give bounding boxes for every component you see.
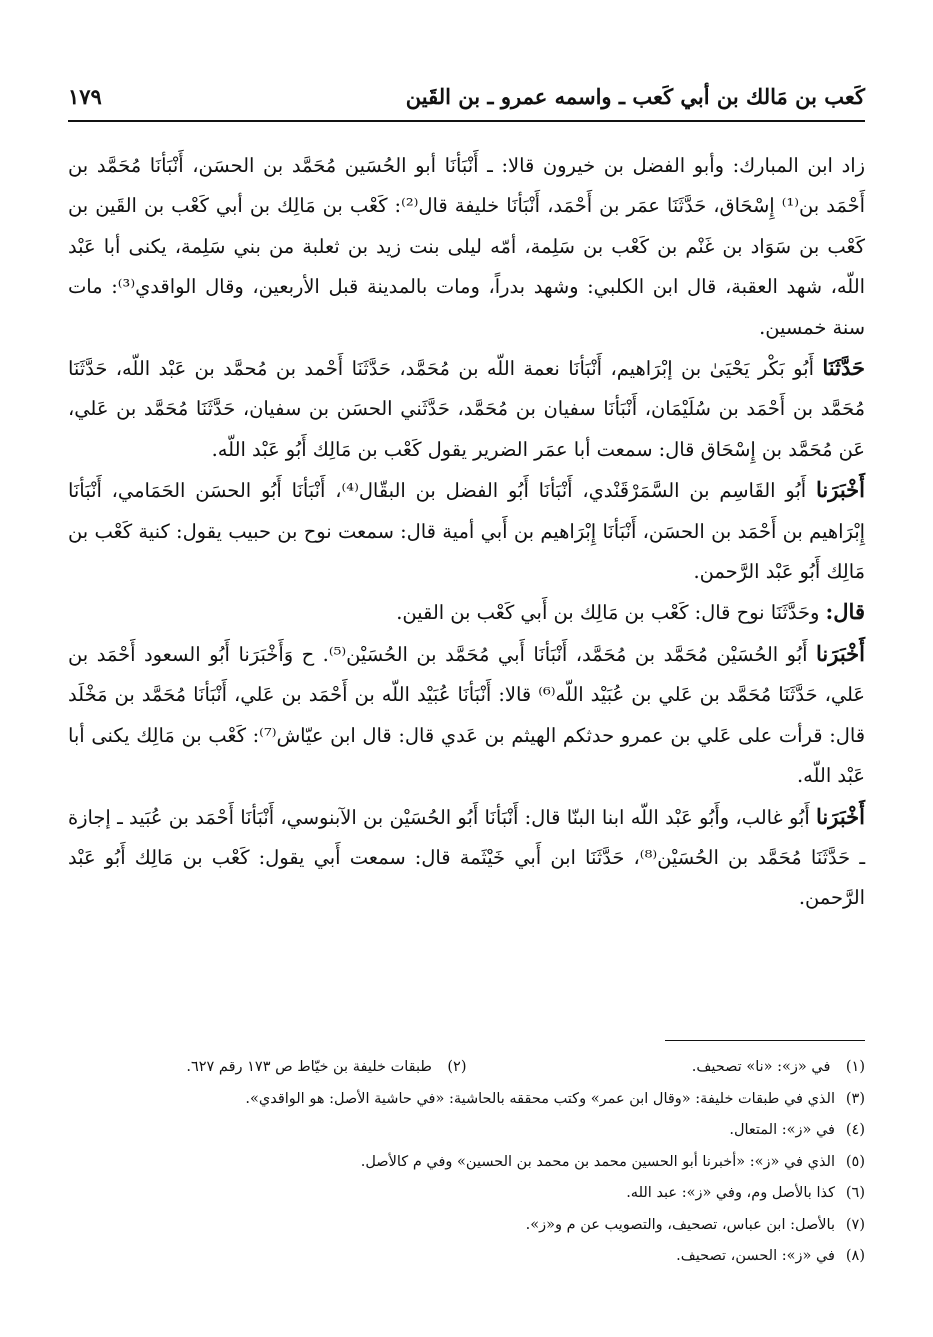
paragraph-keyword: حَدَّثَنَا xyxy=(822,355,865,381)
footnote-text: كذا بالأصل وم، وفي «ز»: عبد الله. xyxy=(626,1185,835,1201)
paragraph-keyword: قال: xyxy=(825,599,865,625)
footnote-row xyxy=(68,1052,865,1084)
paragraph-text: أَبُو القَاسِم بن السَّمَرْقَنْدي، أَنْبَأنَا أَبُو الفضل بن البقّال⁽⁴⁾، أَنْبَأنَا أَبُو الحسَن الحَمَامي، أَنْبَأنَا إِبْرَاهيم بن أَحْمَد بن الحسَن، أَنْبَأنَا إِبْرَاهيم بن أَبي أمية قال: سمعت نوح بن حبيب يقول: كنية كَعْب بن مَالِك أَبُو عَبْد الرَّحمن. xyxy=(68,479,865,584)
paragraph-2 xyxy=(68,348,865,470)
paragraph-text: زاد ابن المبارك: وأبو الفضل بن خيرون قالا: ـ أَنْبَأنَا أبو الحُسَين مُحَمَّد بن الحسَن، أَنْبَأنَا مُحَمَّد بن أَحْمَد بن⁽¹⁾ إِسْحَاق، حَدَّثَنَا عمَر بن أَحْمَد، أَنْبَأنَا خليفة قال⁽²⁾: كَعْب بن مَالِك بن أبي كَعْب بن القَين بن كَعْب بن سَوَاد بن غَنْم بن كَعْب بن سَلِمة، أمّه ليلى بنت زيد بن ثعلبة من بني سَلِمة، يكنى أبا عَبْد اللّه، شهد العقبة، قال ابن الكلبي: وشهد بدراً، ومات بالمدينة قبل الأربعين، وقال الواقدي⁽³⁾: مات سنة خمسين. xyxy=(68,154,866,339)
footnote-4 xyxy=(68,1115,865,1147)
footnote-text: في «ز»: المتعال. xyxy=(729,1122,835,1138)
paragraph-text: أَبُو بَكْر يَحْيَىٰ بن إبْرَاهيم، أَنْبَأنَا نعمة اللّه بن مُحَمَّد، حَدَّثَنَا أَحْمد بن مُحمَّد بن عَبْد اللّه، حَدَّثَنَا مُحَمَّد بن أَحْمَد بن سُلَيْمَان، أَنْبَأنَا سفيان بن مُحَمَّد، حَدَّثَني الحسَن بن سفيان، حَدَّثَنَا مُحَمَّد بن عَلي، عَن مُحَمَّد بن إِسْحَاق قال: سمعت أبا عمَر الضرير يقول كَعْب بن مَالِك أَبُو عَبْد اللّه. xyxy=(68,357,865,461)
footnote-text: في «ز»: «نا» تصحيف. xyxy=(691,1059,831,1075)
footnotes xyxy=(68,1052,865,1273)
paragraph-text: وحَدَّثَنَا نوح قال: كَعْب بن مَالِك بن أَبي كَعْب بن القين. xyxy=(396,601,826,625)
footnote-5 xyxy=(68,1147,865,1179)
footnote-number: (٧) xyxy=(845,1216,865,1233)
page-header xyxy=(68,80,865,122)
paragraph-keyword: أَخْبَرَنا xyxy=(816,803,865,829)
footnote-text: الذي في طبقات خليفة: «وقال ابن عمر» وكتب محققه بالحاشية: «في حاشية الأصل: هو الواقدي». xyxy=(245,1090,835,1107)
footnote-7 xyxy=(68,1210,865,1242)
footnote-2 xyxy=(68,1052,467,1084)
footnote-number: (٢) xyxy=(447,1059,467,1075)
footnote-text: طبقات خليفة بن خيّاط ص ١٧٣ رقم ٦٢٧. xyxy=(186,1059,432,1075)
footnote-number: (٦) xyxy=(845,1185,865,1201)
footnote-1 xyxy=(467,1052,866,1084)
footnote-divider xyxy=(665,1040,865,1041)
paragraph-text: أَبُو الحُسَيْن مُحَمَّد بن مُحَمَّد، أَنْبَأنَا أَبي مُحَمَّد بن الحُسَيْن⁽⁵⁾. ح وَأَخْبَرَنا أَبُو السعود أَحْمَد بن عَلي، حَدَّثَنَا مُحَمَّد بن عَلي بن عُبَيْد اللّه⁽⁶⁾ قالا: أَنْبَأنَا عُبَيْد اللّه بن أَحْمَد بن عَلي، أَنْبَأنَا مُحَمَّد بن مَخْلَد قال: قرأت على عَلي بن عمرو حدثكم الهيثم بن عَدي قال: قال ابن عيّاش⁽⁷⁾: كَعْب بن مَالِك يكنى أبا عَبْد اللّه. xyxy=(68,642,865,788)
paragraph-text: أَبُو غالب، وأَبُو عَبْد اللّه ابنا البنّا قال: أَنْبَأنَا أَبُو الحُسَيْن بن الآبنوسي، أَنْبَأنَا أَحْمَد بن عُبَيد ـ إجازة ـ حَدَّثَنَا مُحَمَّد بن الحُسَيْن⁽⁸⁾، حَدَّثَنَا ابن أَبي خَيْثَمة قال: سمعت أَبي يقول: كَعْب بن مَالِك أَبُو عَبْد الرَّحمن. xyxy=(68,805,865,910)
paragraph-6 xyxy=(68,797,865,919)
footnote-number: (٣) xyxy=(845,1090,865,1107)
paragraph-keyword: أَخْبَرَنا xyxy=(816,640,865,666)
page-number: ١٧٩ xyxy=(68,84,102,109)
footnote-6 xyxy=(68,1178,865,1210)
footnote-number: (٨) xyxy=(845,1248,865,1264)
footnote-number: (٥) xyxy=(845,1153,865,1170)
footnote-number: (٤) xyxy=(845,1122,865,1138)
footnote-3 xyxy=(68,1084,865,1116)
paragraph-4 xyxy=(68,592,865,633)
footnote-8 xyxy=(68,1241,865,1273)
paragraph-keyword: أَخْبَرَنا xyxy=(816,477,865,503)
footnote-text: بالأصل: ابن عباس، تصحيف، والتصويب عن م و«ز». xyxy=(525,1216,835,1233)
main-text xyxy=(68,146,865,919)
footnote-number: (١) xyxy=(845,1059,865,1075)
paragraph-1 xyxy=(68,146,865,348)
footnote-text: الذي في «ز»: «أخبرنا أبو الحسين محمد بن محمد بن الحسين» وفي م كالأصل. xyxy=(360,1153,835,1170)
footnote-text: في «ز»: الحسن، تصحيف. xyxy=(676,1248,835,1264)
paragraph-3 xyxy=(68,470,865,592)
running-title: كَعب بن مَالك بن أبي كَعب ـ واسمه عمرو ـ بن القَين xyxy=(405,84,865,109)
paragraph-5 xyxy=(68,634,865,797)
